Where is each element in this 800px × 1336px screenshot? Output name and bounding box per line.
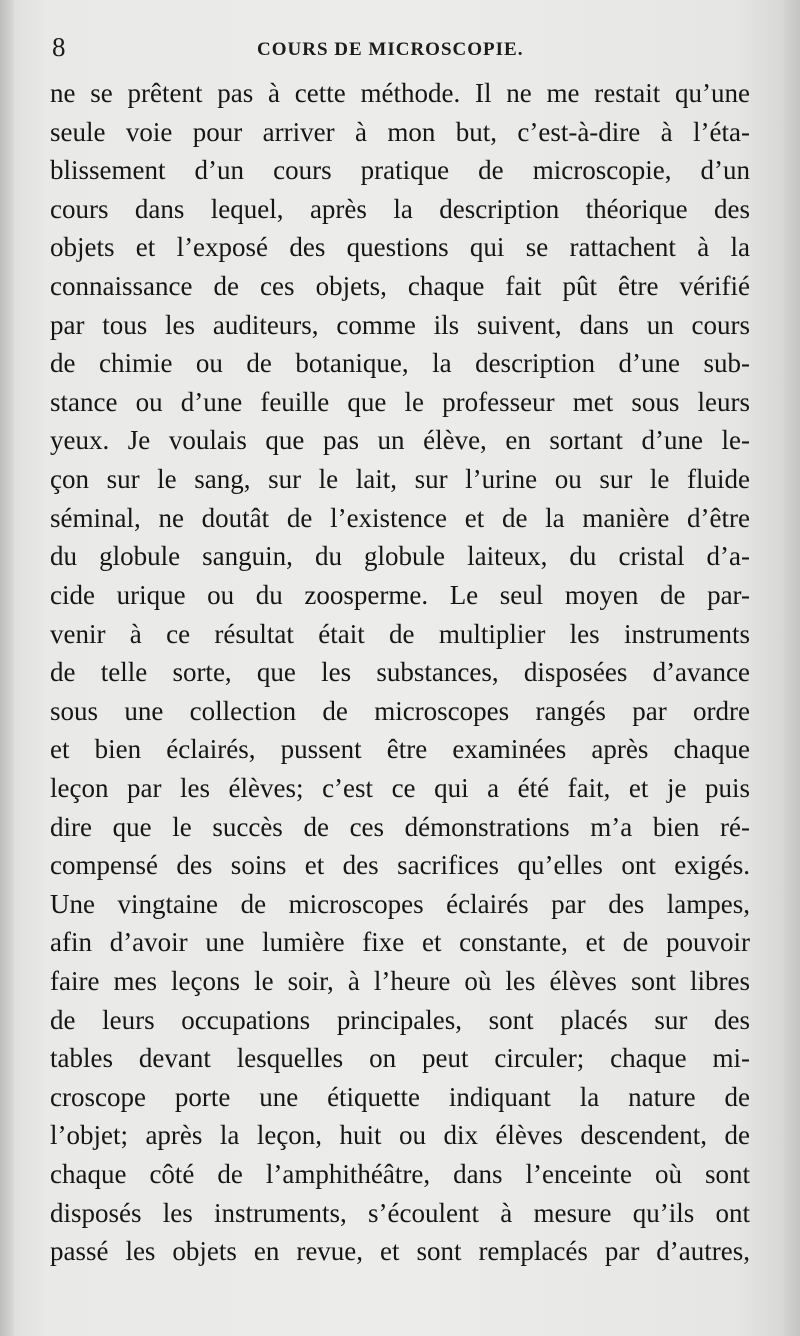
text-line: et bien éclairés, pussent être examinées après chaque — [50, 734, 750, 765]
text-line: yeux. Je voulais que pas un élève, en sortant d’une le- — [50, 425, 750, 456]
text-line: de leurs occupations principales, sont placés sur des — [50, 1004, 750, 1035]
text-line: séminal, ne doutât de l’existence et de la manière d’être — [50, 502, 750, 533]
text-line: cide urique ou du zoosperme. Le seul moyen de par- — [50, 579, 750, 610]
text-line: par tous les auditeurs, comme ils suivent, dans un cours — [50, 309, 750, 340]
text-line: leçon par les élèves; c’est ce qui a été fait, et je puis — [50, 772, 750, 803]
text-line: cours dans lequel, après la description théorique des — [50, 193, 750, 224]
text-line: faire mes leçons le soir, à l’heure où les élèves sont libres — [50, 966, 750, 997]
text-line: dire que le succès de ces démonstrations m’a bien ré- — [50, 811, 750, 842]
text-line: disposés les instruments, s’écoulent à mesure qu’ils ont — [50, 1197, 750, 1228]
text-line: sous une collection de microscopes rangés par ordre — [50, 695, 750, 726]
text-line: objets et l’exposé des questions qui se rattachent à la — [50, 232, 750, 263]
text-line: afin d’avoir une lumière fixe et constante, et de pouvoir — [50, 927, 750, 958]
text-line: venir à ce résultat était de multiplier les instruments — [50, 618, 750, 649]
text-line: tables devant lesquelles on peut circuler; chaque mi- — [50, 1043, 750, 1074]
text-line: stance ou d’une feuille que le professeur met sous leurs — [50, 386, 750, 417]
text-line: çon sur le sang, sur le lait, sur l’urine ou sur le fluide — [50, 464, 750, 495]
text-line: compensé des soins et des sacrifices qu’elles ont exigés. — [50, 850, 750, 881]
text-line: passé les objets en revue, et sont remplacés par d’autres, — [50, 1236, 750, 1267]
body-text — [50, 74, 750, 1271]
text-line: blissement d’un cours pratique de microscopie, d’un — [50, 155, 750, 186]
page-number: 8 — [52, 32, 66, 62]
text-line: seule voie pour arriver à mon but, c’est-à-dire à l’éta- — [50, 116, 750, 147]
page-gutter-shadow — [0, 0, 14, 1336]
text-line: du globule sanguin, du globule laiteux, du cristal d’a- — [50, 541, 750, 572]
text-line: chaque côté de l’amphithéâtre, dans l’enceinte où sont — [50, 1159, 750, 1190]
page-edge-shadow — [782, 0, 800, 1336]
page-header — [52, 32, 752, 68]
text-line: l’objet; après la leçon, huit ou dix élèves descendent, de — [50, 1120, 750, 1151]
text-line: connaissance de ces objets, chaque fait pût être vérifié — [50, 271, 750, 302]
text-line: croscope porte une étiquette indiquant la nature de — [50, 1081, 750, 1112]
text-line: ne se prêtent pas à cette méthode. Il ne me restait qu’une — [50, 78, 750, 108]
text-line: de chimie ou de botanique, la description d’une sub- — [50, 348, 750, 379]
text-line: de telle sorte, que les substances, disposées d’avance — [50, 657, 750, 688]
text-line: Une vingtaine de microscopes éclairés par des lampes, — [50, 888, 750, 919]
running-title: COURS DE MICROSCOPIE. — [257, 39, 524, 60]
